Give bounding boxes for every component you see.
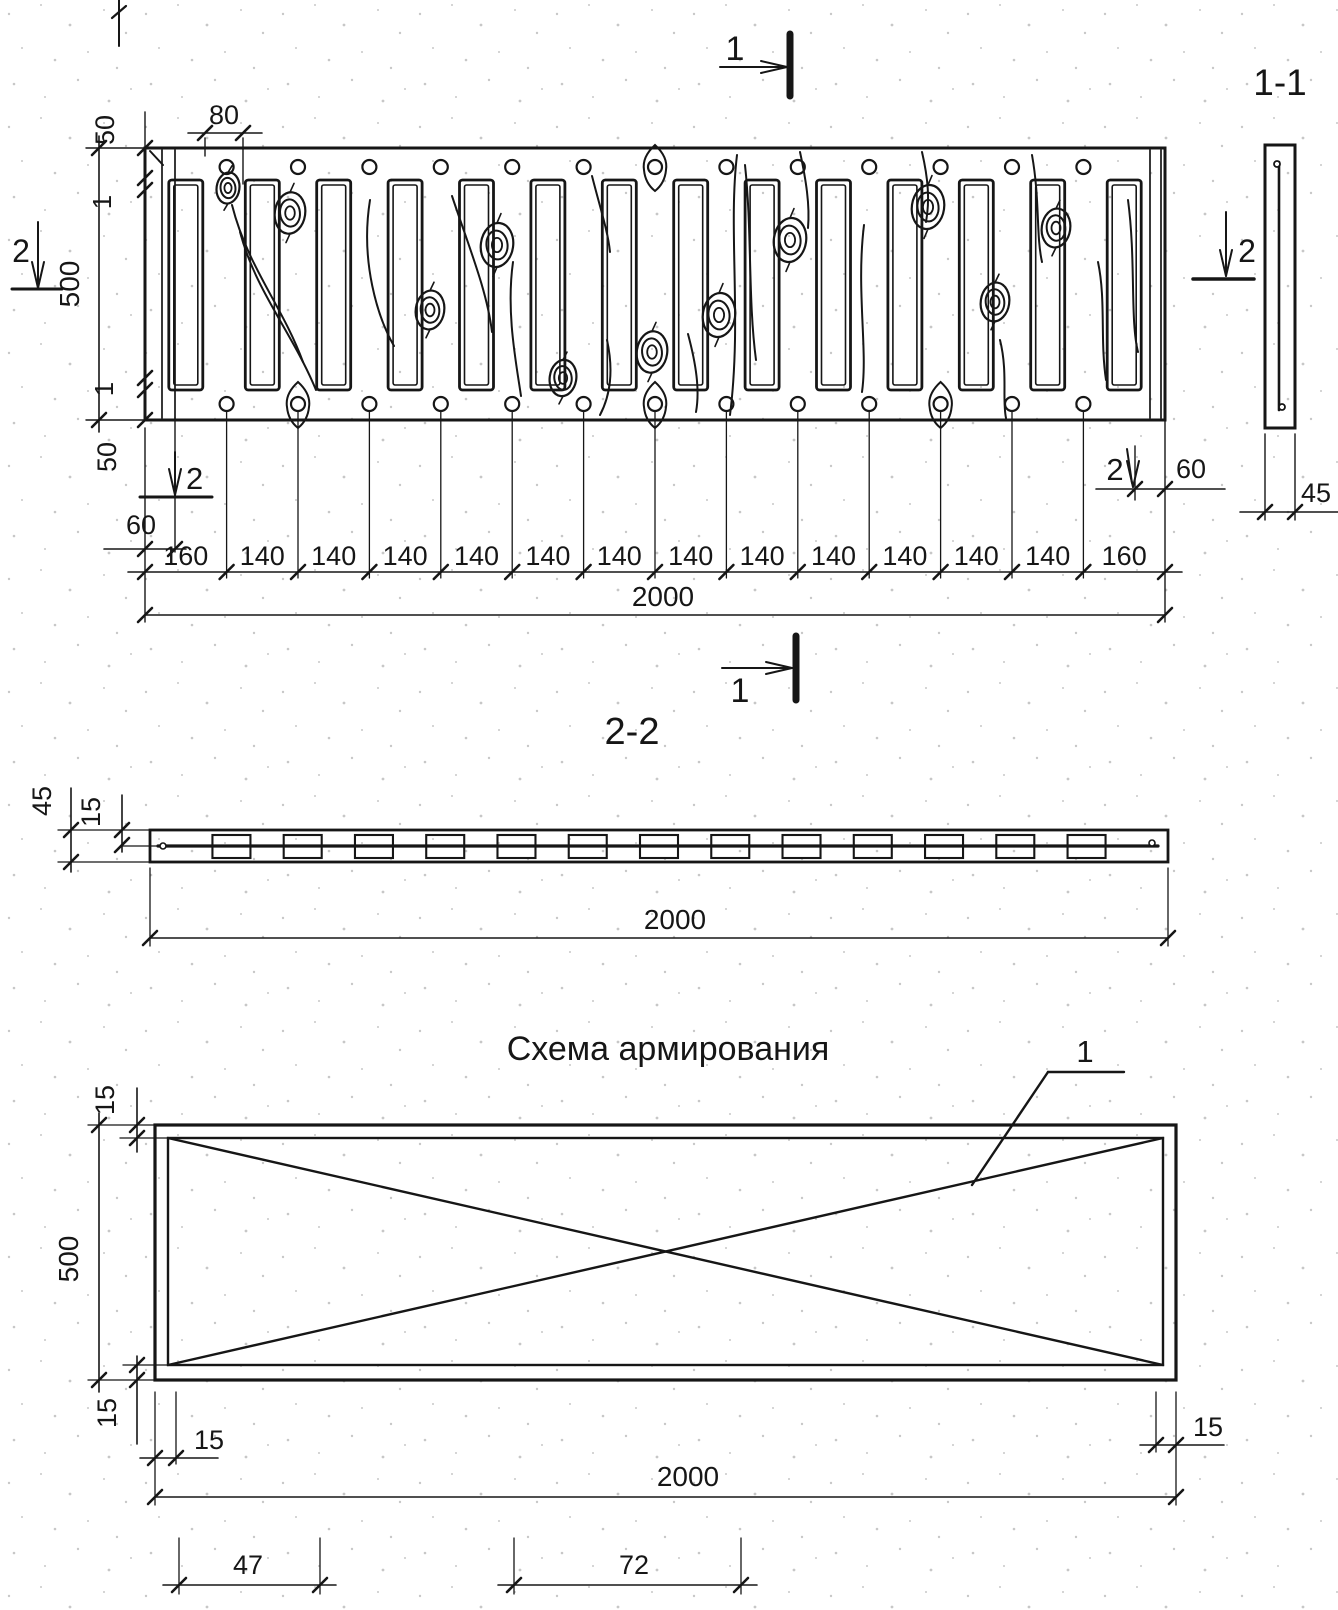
dim-2000-22: 2000	[643, 904, 707, 935]
section-1-1-title: 1-1	[1253, 62, 1307, 103]
dim-1-bottom: 1	[89, 381, 119, 397]
section-marker-label: 2	[1238, 233, 1256, 269]
scheme-title: Схема армирования	[506, 1030, 830, 1068]
section-marker-label: 2	[186, 461, 204, 496]
dim-2000-top: 2000	[631, 581, 695, 612]
dim-45-11: 45	[1300, 478, 1332, 508]
dim-2000-scheme: 2000	[656, 1461, 720, 1492]
dim-chain: 140	[453, 541, 500, 571]
dim-chain: 140	[1025, 541, 1071, 571]
dim-chain: 140	[953, 541, 999, 571]
dim-15-22: 15	[76, 796, 106, 828]
dim-chain: 140	[239, 541, 285, 571]
dim-50-top: 50	[90, 114, 120, 146]
section-2-2-title: 2-2	[604, 711, 660, 753]
dim-chain: 140	[596, 541, 642, 571]
dim-500: 500	[54, 260, 85, 308]
dim-1-top: 1	[87, 194, 117, 210]
dim-15-top: 15	[90, 1084, 120, 1116]
dim-47: 47	[232, 1550, 264, 1580]
dim-chain: 160	[163, 541, 209, 571]
callout-label: 1	[1076, 1034, 1094, 1069]
dim-15-bottom: 15	[92, 1397, 122, 1429]
dim-chain: 140	[739, 541, 785, 571]
dim-45-22: 45	[27, 785, 57, 817]
dim-60-left: 60	[125, 510, 157, 540]
section-marker-label: 1	[725, 30, 745, 68]
dim-chain: 140	[668, 541, 714, 571]
dim-15-right: 15	[1192, 1412, 1224, 1442]
section-marker-label: 1	[730, 672, 750, 710]
section-marker-label: 2	[12, 233, 30, 269]
section-marker-label: 2	[1106, 452, 1124, 487]
dim-chain: 140	[810, 541, 857, 571]
dim-50-bottom: 50	[92, 441, 122, 473]
dim-15-left: 15	[193, 1425, 225, 1455]
dim-80: 80	[208, 100, 240, 130]
dim-chain: 140	[311, 541, 357, 571]
dim-60-right: 60	[1175, 454, 1207, 484]
dim-chain: 160	[1101, 541, 1147, 571]
dim-chain: 140	[525, 541, 571, 571]
dim-72: 72	[618, 1550, 650, 1580]
dim-chain: 140	[382, 541, 428, 571]
dim-500-scheme: 500	[53, 1235, 84, 1283]
dim-chain: 140	[882, 541, 928, 571]
